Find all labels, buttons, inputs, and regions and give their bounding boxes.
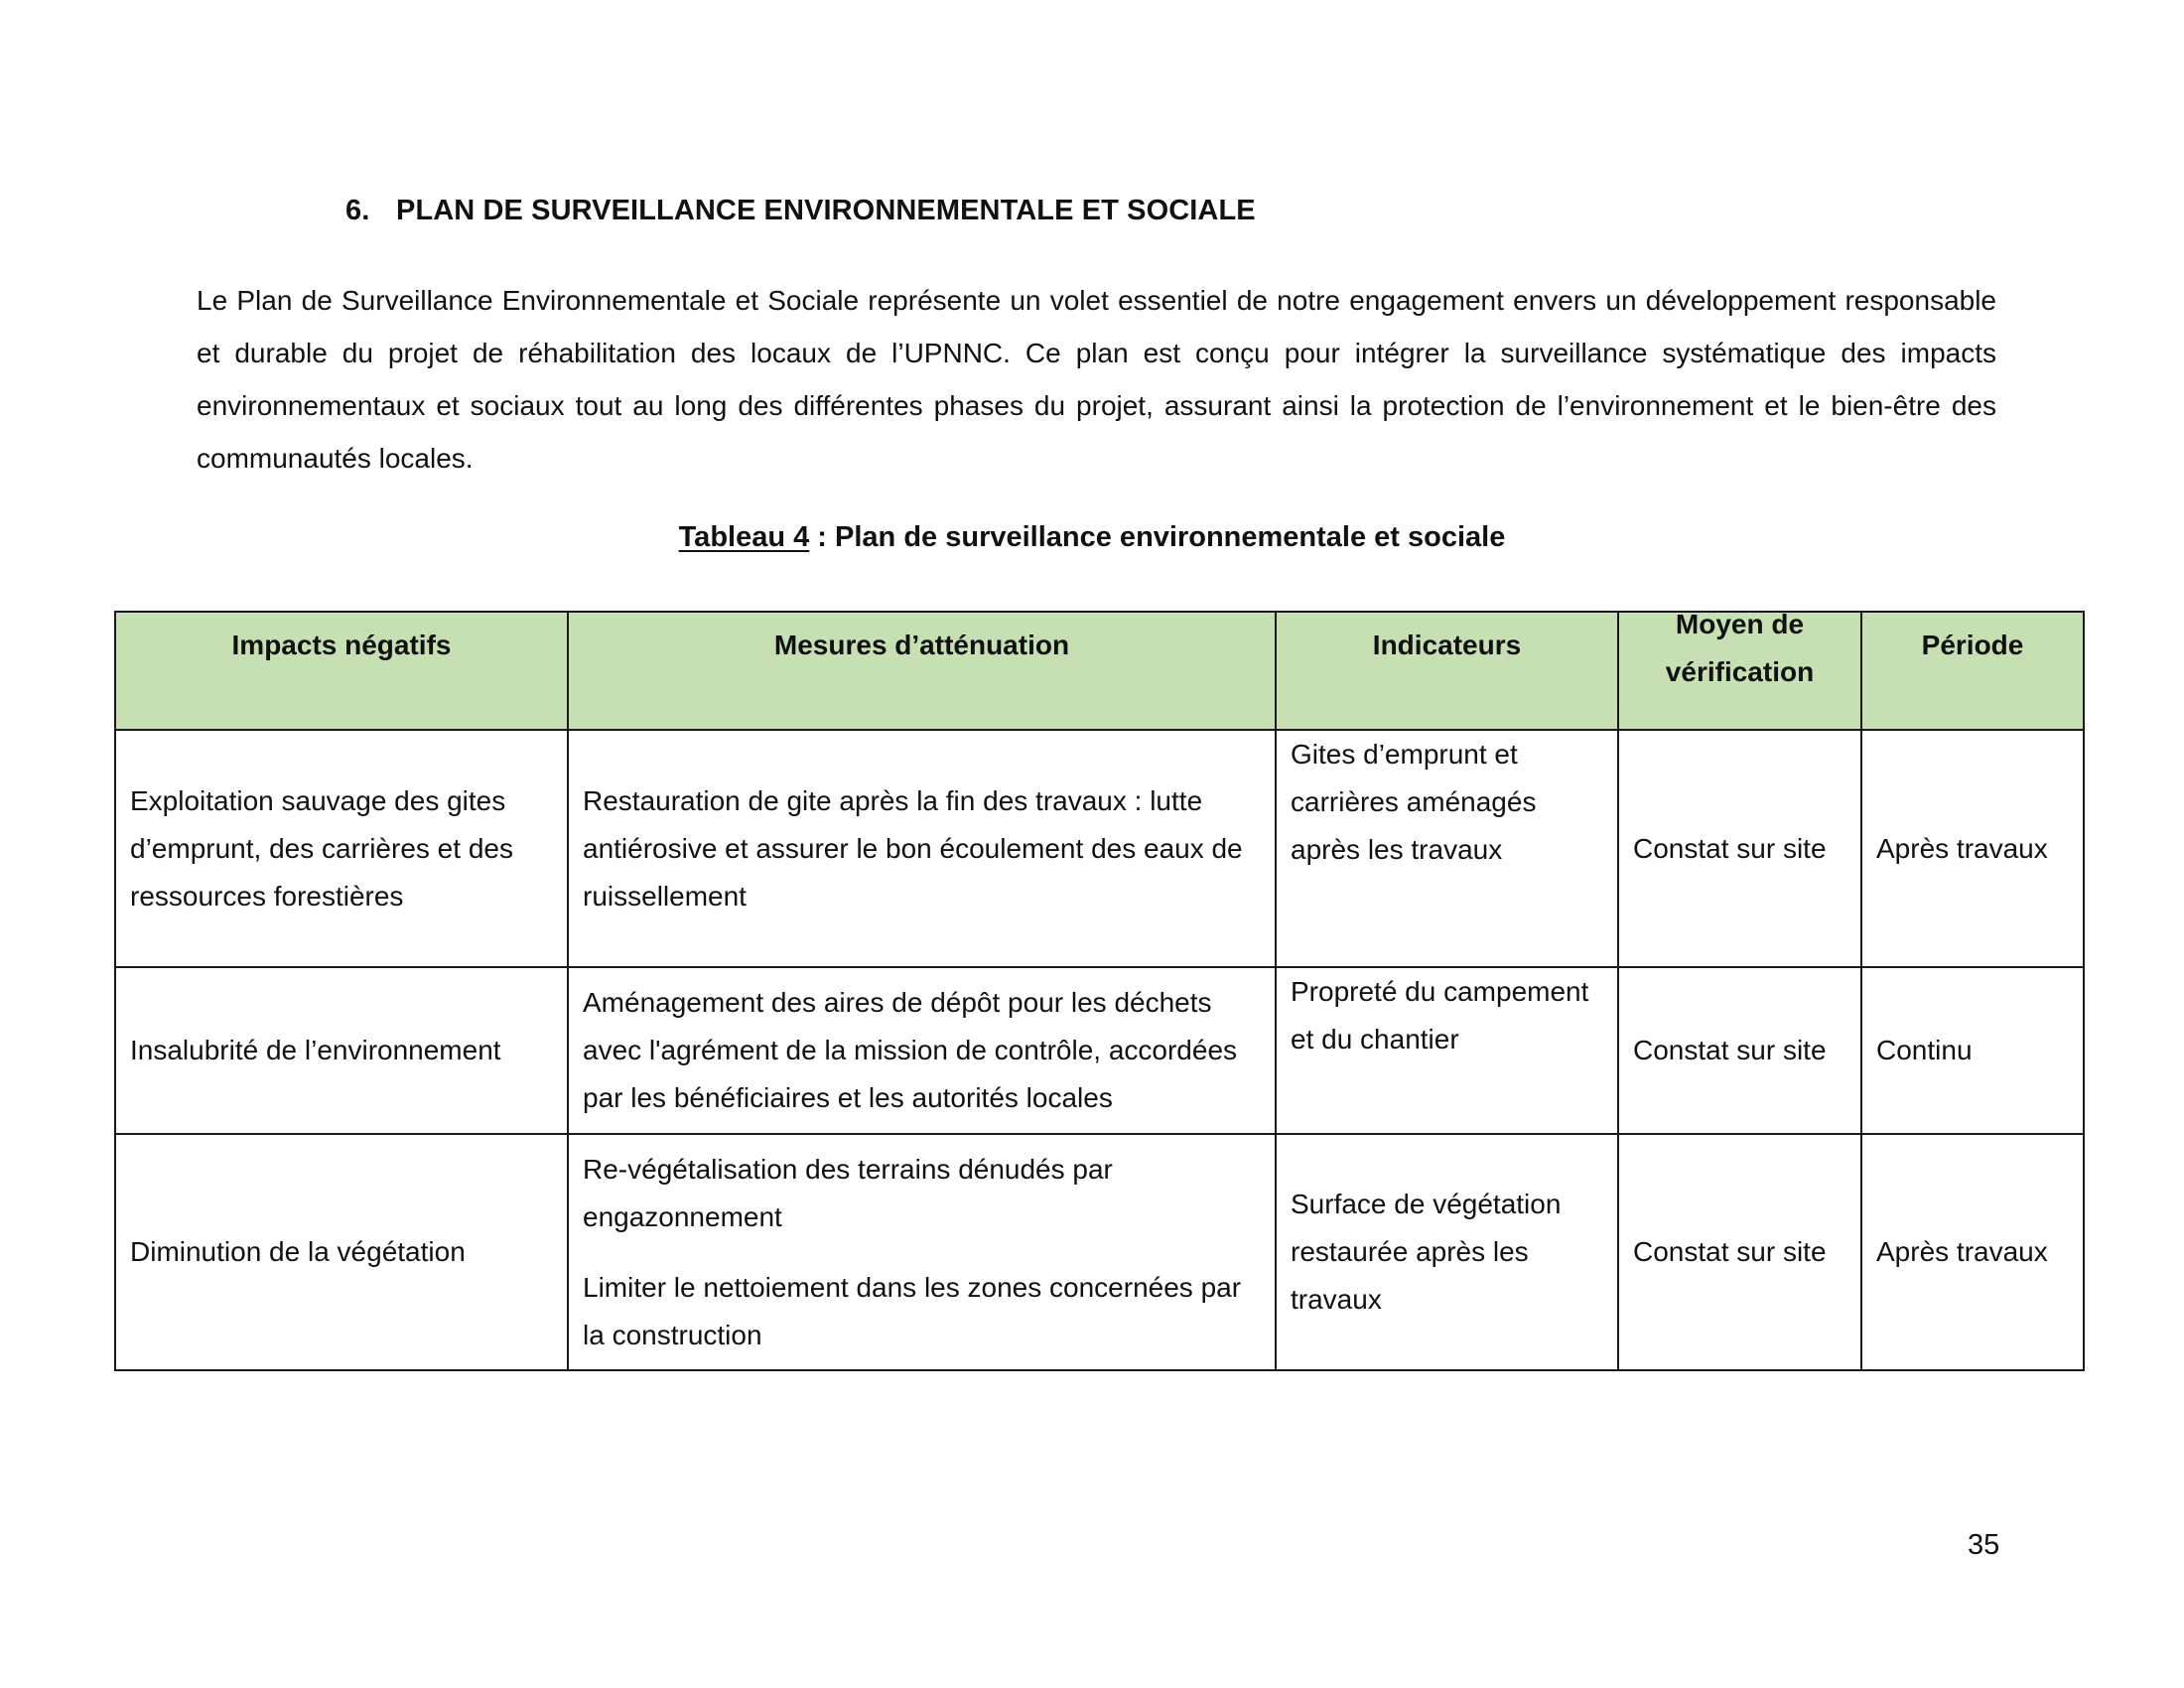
page-number: 35	[1968, 1529, 2000, 1561]
mesure-text: Restauration de gite après la fin des travaux : lutte antiérosive et assurer le bon écoulement des eaux de ruissellement	[583, 784, 1243, 912]
mesure-text: Re-végétalisation des terrains dénudés par engazonnement	[583, 1153, 1113, 1232]
cell-mesures	[568, 967, 1276, 1134]
cell-moyen: Constat sur site	[1618, 967, 1861, 1134]
table-header-row	[115, 612, 2084, 730]
table-caption-text: : Plan de surveillance environnementale et sociale	[809, 521, 1506, 553]
header-periode: Période	[1861, 612, 2084, 730]
section-heading	[345, 195, 1256, 227]
cell-periode: Après travaux	[1861, 730, 2084, 967]
cell-moyen: Constat sur site	[1618, 1134, 1861, 1370]
header-mesures: Mesures d’atténuation	[568, 612, 1276, 730]
section-number: 6.	[345, 195, 370, 226]
cell-mesures	[568, 730, 1276, 967]
cell-mesures	[568, 1134, 1276, 1370]
table-row	[115, 967, 2084, 1134]
header-impacts: Impacts négatifs	[115, 612, 568, 730]
mesure-text: Limiter le nettoiement dans les zones concernées par la construction	[583, 1271, 1242, 1350]
cell-impact: Diminution de la végétation	[115, 1134, 568, 1370]
table-caption-label: Tableau 4	[678, 521, 810, 553]
cell-periode: Continu	[1861, 967, 2084, 1134]
header-indicateurs: Indicateurs	[1276, 612, 1618, 730]
table-caption	[0, 521, 2184, 554]
cell-moyen: Constat sur site	[1618, 730, 1861, 967]
section-title: PLAN DE SURVEILLANCE ENVIRONNEMENTALE ET SOCIALE	[396, 195, 1256, 226]
cell-periode: Après travaux	[1861, 1134, 2084, 1370]
cell-indicateur: Surface de végétation restaurée après les travaux	[1276, 1134, 1618, 1370]
surveillance-table	[114, 611, 2085, 1371]
table-row	[115, 730, 2084, 967]
cell-impact: Exploitation sauvage des gites d’emprunt, des carrières et des ressources forestières	[115, 730, 568, 967]
cell-impact: Insalubrité de l’environnement	[115, 967, 568, 1134]
table-row	[115, 1134, 2084, 1370]
mesure-text: Aménagement des aires de dépôt pour les déchets avec l'agrément de la mission de contrôle, accordées par les bénéficiaires et les autorités locales	[583, 987, 1238, 1113]
cell-indicateur: Propreté du campement et du chantier	[1276, 967, 1618, 1134]
cell-indicateur: Gites d’emprunt et carrières aménagés après les travaux	[1276, 730, 1618, 967]
intro-paragraph: Le Plan de Surveillance Environnementale et Sociale représente un volet essentiel de notre engagement envers un développement responsable et durable du projet de réhabilitation des locaux de l’UPNNC. Ce plan est conçu pour intégrer la surveillance systématique des impacts environnementaux et sociaux tout au long des différentes phases du projet, assurant ainsi la protection de l’environnement et le bien-être des communautés locales.	[197, 285, 1996, 474]
header-moyen: Moyen de vérification	[1618, 612, 1861, 730]
